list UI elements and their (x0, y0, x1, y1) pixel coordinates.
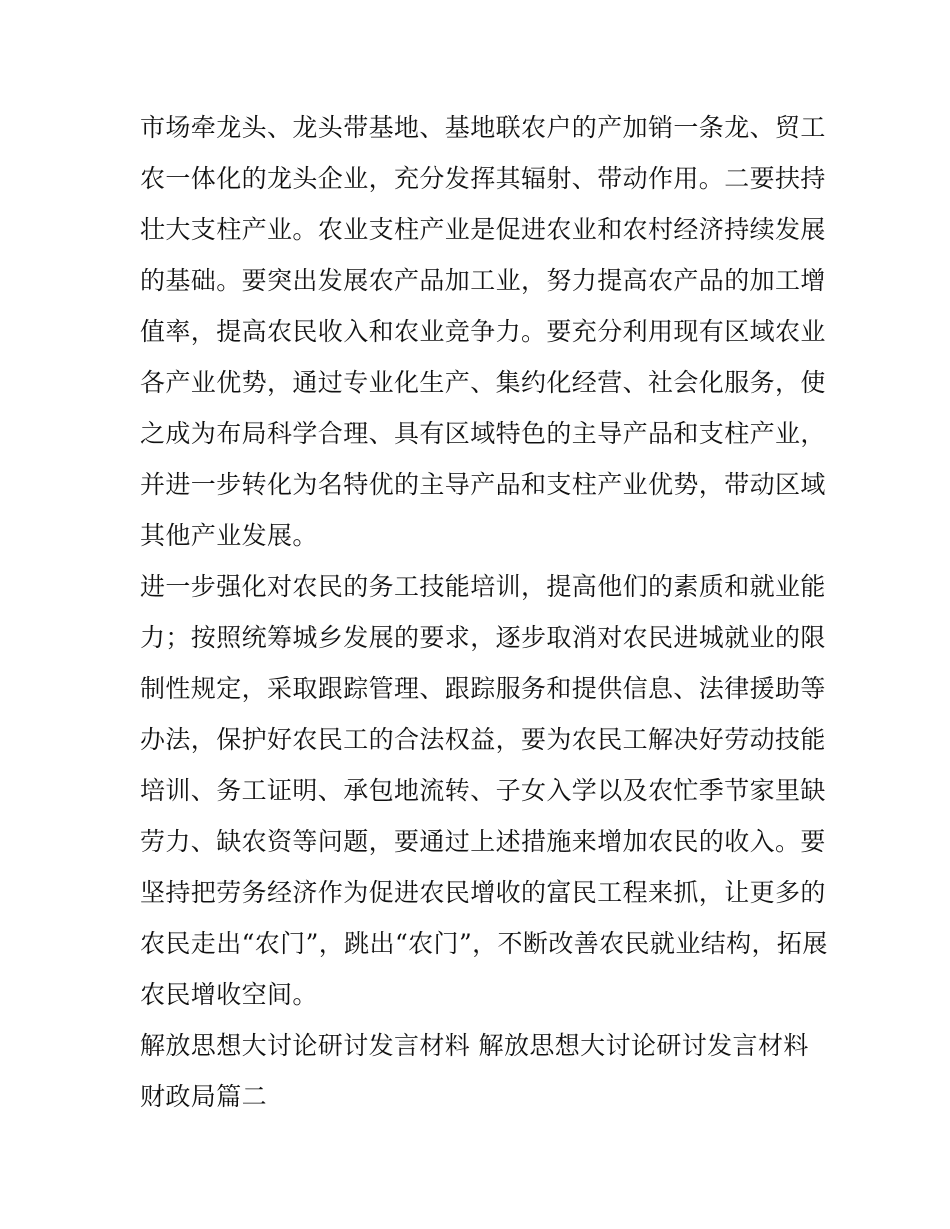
text-line: 各产业优势，通过专业化生产、集约化经营、社会化服务，使 (140, 368, 826, 397)
text-line: 培训、务工证明、承包地流转、子女入学以及农忙季节家里缺 (140, 776, 826, 805)
text-line: 坚持把劳务经济作为促进农民增收的富民工程来抓，让更多的 (140, 878, 826, 907)
text-line: 农民增收空间。 (140, 980, 318, 1009)
text-line: 农民走出“农门”，跳出“农门”，不断改善农民就业结构，拓展 (140, 929, 828, 958)
text-line: 的基础。要突出发展农产品加工业，努力提高农产品的加工增 (140, 266, 826, 295)
text-line: 农一体化的龙头企业，充分发挥其辐射、带动作用。二要扶持 (140, 164, 826, 193)
text-line: 之成为布局科学合理、具有区域特色的主导产品和支柱产业， (140, 419, 826, 448)
text-line: 值率，提高农民收入和农业竞争力。要充分利用现有区域农业 (140, 317, 826, 346)
text-line: 劳力、缺农资等问题，要通过上述措施来增加农民的收入。要 (140, 827, 826, 856)
text-line: 并进一步转化为名特优的主导产品和支柱产业优势，带动区域 (140, 470, 826, 499)
text-line: 力；按照统筹城乡发展的要求，逐步取消对农民进城就业的限 (140, 623, 826, 652)
section-title-line: 财政局篇二 (140, 1082, 268, 1111)
text-line: 市场牵龙头、龙头带基地、基地联农户的产加销一条龙、贸工 (140, 113, 826, 142)
text-line: 其他产业发展。 (140, 521, 318, 550)
text-line: 壮大支柱产业。农业支柱产业是促进农业和农村经济持续发展 (140, 215, 826, 244)
text-line: 制性规定，采取跟踪管理、跟踪服务和提供信息、法律援助等 (140, 674, 826, 703)
text-line: 办法，保护好农民工的合法权益，要为农民工解决好劳动技能 (140, 725, 826, 754)
text-line: 进一步强化对农民的务工技能培训，提高他们的素质和就业能 (140, 572, 826, 601)
section-title-line: 解放思想大讨论研讨发言材料 解放思想大讨论研讨发言材料 (140, 1031, 809, 1060)
document-body (140, 102, 828, 1122)
